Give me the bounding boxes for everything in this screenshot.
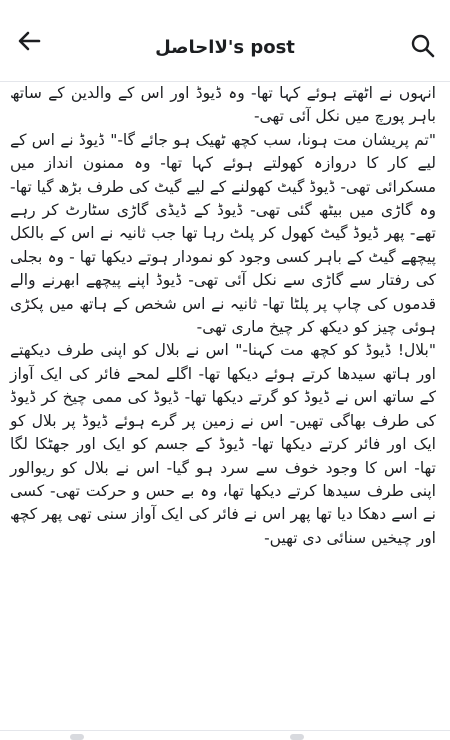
post-content xyxy=(0,82,450,730)
page-title: لااحاصل's post xyxy=(155,37,295,58)
post-paragraph: "تم پریشان مت ہونا، سب کچھ ٹھیک ہو جائے گا-" ڈیوڈ نے اس کے لیے کار کا دروازہ کھولتے ہوئے کہا تھا- وہ ممنون انداز میں مسکرائی تھی- ڈیوڈ گیٹ کھولنے کے لیے گیٹ کی طرف بڑھ گیا تھا- وہ گاڑی میں بیٹھ گئی تھی- ڈیوڈ کے ڈیڈی گاڑی سٹارٹ کر رہے تھے- پھر ڈیوڈ گیٹ کھول کر پلٹ رہا تھا جب ثانیہ نے اس کے بالکل پیچھے گیٹ کے باہر کسی وجود کو نمودار ہوتے دیکھا تھا - وہ بجلی کی رفتار سے گاڑی سے نکل آئی تھی- ڈیوڈ اپنے پیچھے ابھرنے والے قدموں کی چاپ پر پلٹا تھا- ثانیہ نے اس شخص کے ہاتھ میں پکڑی ہوئی چیز کو دیکھ کر چیخ ماری تھی- xyxy=(9,130,436,337)
post-body-text xyxy=(0,82,450,550)
back-button[interactable] xyxy=(14,32,44,54)
bottom-scroll-hint xyxy=(0,730,450,740)
post-paragraph: انہوں نے اٹھتے ہوئے کہا تھا- وہ ڈیوڈ اور اس کے والدین کے ساتھ باہر پورچ میں نکل آئی تھی- xyxy=(10,84,436,126)
partial-icon xyxy=(290,734,304,740)
top-app-bar xyxy=(0,0,450,82)
search-icon xyxy=(410,33,436,63)
post-paragraph: "بلال! ڈیوڈ کو کچھ مت کہنا-" اس نے بلال کو اپنی طرف دیکھتے اور ہاتھ سیدھا کرتے ہوئے دیکھا تھا- اگلے لمحے فائر کی ایک آواز کے ساتھ اس نے ڈیوڈ کو گرتے دیکھا تھا- ڈیوڈ کی ممی چیخ کر ڈیوڈ کی طرف بھاگی تھیں- اس نے زمین پر گرے ہوئے ڈیوڈ پر بلال کو ایک اور فائر کرتے دیکھا تھا- ڈیوڈ کے جسم کو ایک اور جھٹکا لگا تھا- اس کا وجود خوف سے سرد ہو گیا- اس نے بلال کو ریوالور اپنی طرف سیدھا کرتے دیکھا تھا، وہ بے حس و حرکت تھی- کسی نے اسے دھکا دیا تھا پھر اس نے فائر کی ایک آواز سنی تھی پھر کچھ اور چیخیں سنائی دی تھیں- xyxy=(10,341,436,547)
partial-icon xyxy=(70,734,84,740)
search-button[interactable] xyxy=(408,34,438,62)
arrow-left-icon xyxy=(17,31,41,55)
